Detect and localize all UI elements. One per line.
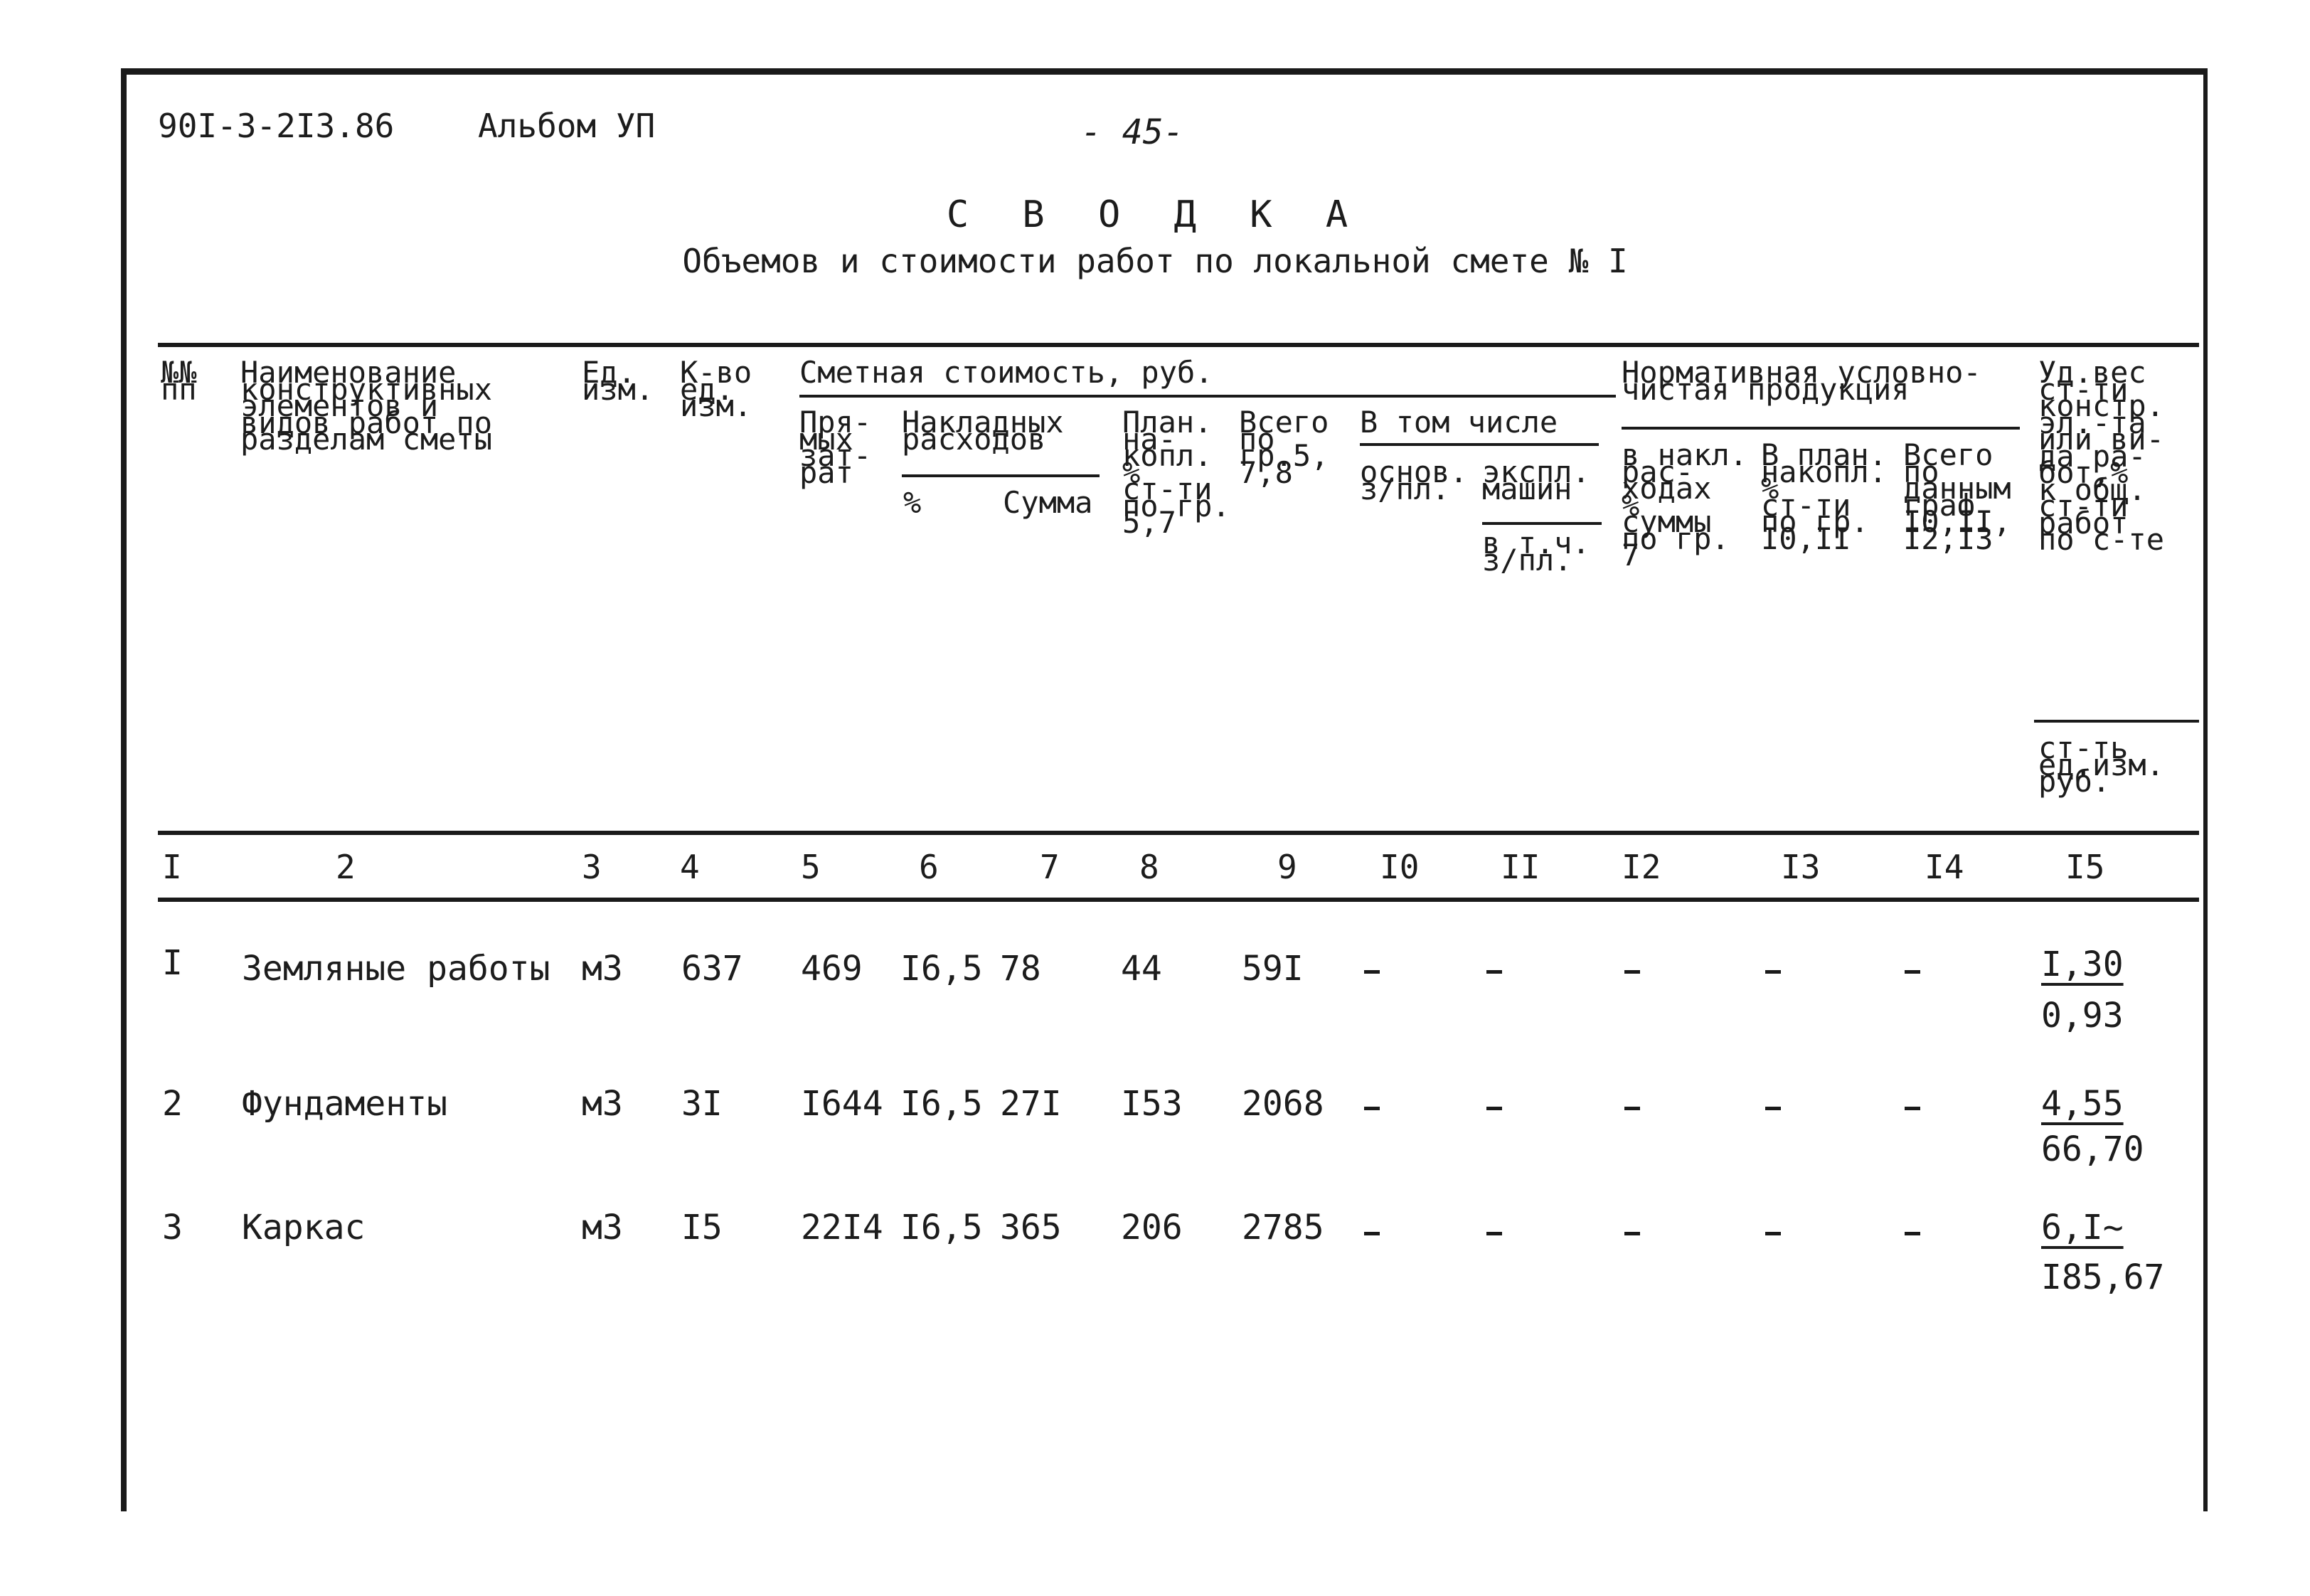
row-norm-overhead-dash [1624,1107,1640,1110]
column-number-rule [158,898,2199,902]
row-total: 59I [1242,949,1304,989]
header-unit: Ед. изм. [582,355,654,407]
header-bottom-rule [158,831,2199,835]
row-plan-accum: 206 [1121,1208,1183,1247]
column-number: I2 [1622,848,1661,886]
row-overhead-sum: 27I [1000,1084,1062,1124]
album-label: Альбом УП [478,107,656,145]
row-total: 2068 [1242,1084,1324,1124]
row-direct-costs: 22I4 [801,1208,883,1247]
row-overhead-percent: I6,5 [900,1084,983,1124]
row-unit-cost: 0,93 [2041,996,2124,1036]
column-number: I [162,848,182,886]
column-number: 2 [336,848,356,886]
row-overhead-percent: I6,5 [900,1208,983,1247]
header-incl-group: В том числе [1360,405,1558,440]
page-title: С В О Д К А [946,193,1364,236]
row-machines-dash [1486,1232,1502,1235]
column-number: 8 [1139,848,1159,886]
row-quantity: 3I [681,1084,723,1124]
row-unit-cost: I85,67 [2041,1257,2165,1297]
row-number: I [162,943,183,983]
header-norm-group: Нормативная условно- чистая продукция [1622,355,1981,407]
column-number: I5 [2065,848,2105,886]
row-number: 2 [162,1084,183,1124]
row-weight-percent: I,30 [2041,945,2124,984]
row-unit: м3 [582,1084,623,1124]
row-direct-costs: I644 [801,1084,883,1124]
row-norm-plan-dash [1765,1107,1781,1110]
machines-underline [1482,522,1602,525]
incl-underline [1360,443,1599,446]
sheet-frame [121,68,2208,1511]
table-top-rule [158,343,2199,347]
column-number: I4 [1925,848,1964,886]
row-unit: м3 [582,1208,623,1247]
cost-group-underline [799,395,1616,398]
row-unit-cost: 66,70 [2041,1129,2144,1169]
header-element-name: Наименование конструктивных элементов и видов работ по разделам сметы [240,355,493,457]
header-norm-overhead: в накл. рас- ходах % суммы по гр. 7 [1622,437,1748,573]
column-number: 9 [1277,848,1297,886]
row-weight-percent: 6,I~ [2041,1208,2124,1247]
row-element-name: Каркас [242,1208,366,1247]
header-row-number: №№ пп [161,355,197,407]
norm-group-underline [1622,427,2020,430]
header-overhead-percent: % [903,485,922,520]
row-quantity: I5 [681,1208,723,1247]
column-number: 7 [1040,848,1060,886]
column-number: 3 [582,848,602,886]
header-unit-cost: ст-ть ед.изм. руб. [2038,730,2165,799]
header-overhead-group: Накладных расходов [902,405,1064,457]
row-norm-overhead-dash [1624,970,1640,974]
header-cost-group: Сметная стоимость, руб. [799,355,1213,390]
row-plan-accum: 44 [1121,949,1162,989]
header-machines: экспл. машин [1482,454,1590,506]
column-number: II [1501,848,1540,886]
row-norm-total-dash [1905,1232,1920,1235]
header-total: Всего по гр.5, 7,8 [1239,405,1329,490]
row-machines-dash [1486,970,1502,974]
row-norm-overhead-dash [1624,1232,1640,1235]
page-subtitle: Объемов и стоимости работ по локальной смете № I [682,242,1628,280]
row-number: 3 [162,1208,183,1247]
row-overhead-percent: I6,5 [900,949,983,989]
header-weight: Уд.вес ст-ти констр. эл.-та или ви- да ра- бот,% к общ. ст-ти работ по с-те [2038,355,2165,558]
row-plan-accum: I53 [1121,1084,1183,1124]
header-plan-accum: План. на- копл. % ст-ти по гр. 5,7 [1122,405,1230,541]
row-norm-total-dash [1905,1107,1920,1110]
row-element-name: Фундаменты [242,1084,447,1124]
row-norm-plan-dash [1765,1232,1781,1235]
header-machines-wages: в т.ч. з/пл. [1482,526,1590,578]
page-number: - 45- [1081,112,1184,152]
column-number: 6 [919,848,939,886]
header-norm-total: Всего по данным граф I0,II, I2,I3 [1903,437,2011,556]
row-base-wages-dash [1364,1107,1380,1110]
column-number: 4 [680,848,700,886]
row-direct-costs: 469 [801,949,863,989]
row-overhead-sum: 365 [1000,1208,1062,1247]
header-base-wages: основ. з/пл. [1360,454,1468,506]
header-overhead-sum: Сумма [1003,485,1093,520]
row-quantity: 637 [681,949,743,989]
row-overhead-sum: 78 [1000,949,1041,989]
column-number: I0 [1380,848,1420,886]
header-quantity: К-во ед. изм. [680,355,752,424]
row-machines-dash [1486,1107,1502,1110]
row-base-wages-dash [1364,970,1380,974]
document-code: 90I-3-2I3.86 [158,107,395,145]
row-element-name: Земляные работы [242,949,550,989]
column-number: 5 [801,848,821,886]
header-direct-costs: Пря- мых зат- рат [799,405,872,490]
row-base-wages-dash [1364,1232,1380,1235]
overhead-underline [902,474,1100,477]
row-unit: м3 [582,949,623,989]
column-number: I3 [1781,848,1821,886]
row-weight-percent: 4,55 [2041,1084,2124,1124]
row-norm-total-dash [1905,970,1920,974]
row-norm-plan-dash [1765,970,1781,974]
weight-split-rule [2034,720,2199,723]
row-total: 2785 [1242,1208,1324,1247]
header-norm-plan: В план. накопл. % ст-ти по гр. I0,II [1761,437,1888,556]
